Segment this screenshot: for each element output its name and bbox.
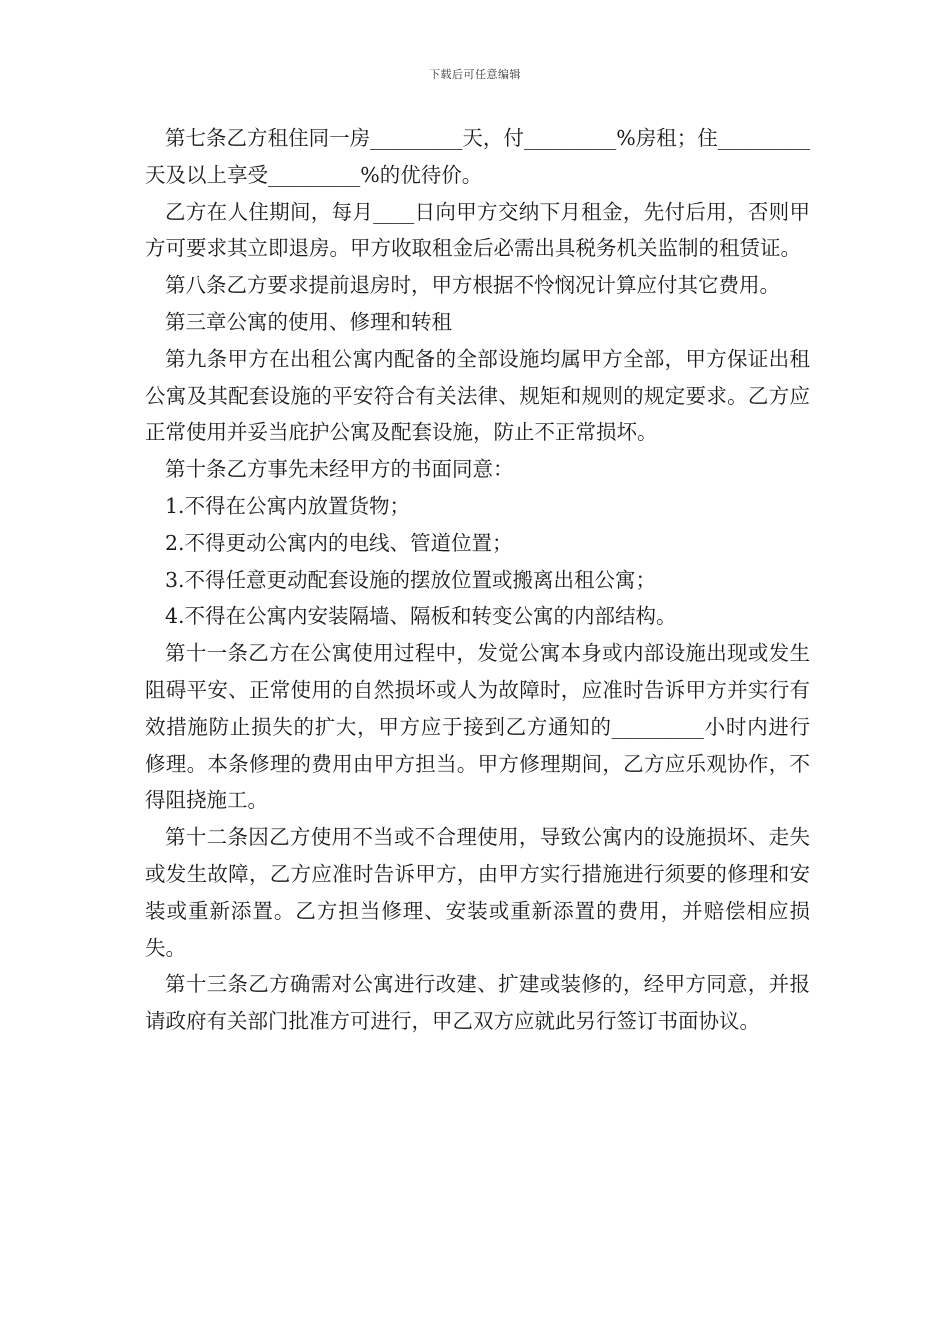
paragraph-article-11: 第十一条乙方在公寓使用过程中，发觉公寓本身或内部设施出现或发生阻碍平安、正常使用的自然损坏或人为故障时，应准时告诉甲方并实行有效措施防止损失的扩大，甲方应于接到乙方通知的_________小时内进行修理。本条修理的费用由甲方担当。甲方修理期间，乙方应乐观协作，不得阻挠施工。 — [145, 641, 810, 813]
paragraph-article-13: 第十三条乙方确需对公寓进行改建、扩建或装修的，经甲方同意，并报请政府有关部门批准方可进行，甲乙双方应就此另行签订书面协议。 — [145, 972, 810, 1034]
chapter-3-heading: 第三章公寓的使用、修理和转租 — [165, 309, 452, 334]
paragraph-article-10: 第十条乙方事先未经甲方的书面同意： — [165, 457, 514, 482]
list-item-1: 1.不得在公寓内放置货物； — [165, 493, 411, 518]
page-header: 下载后可任意编辑 — [429, 68, 521, 81]
list-item-4: 4.不得在公寓内安装隔墙、隔板和转变公寓的内部结构。 — [165, 604, 677, 629]
paragraph-article-9: 第九条甲方在出租公寓内配备的全部设施均属甲方全部，甲方保证出租公寓及其配套设施的平安符合有关法律、规矩和规则的规定要求。乙方应正常使用并妥当庇护公寓及配套设施，防止不正常损坏。 — [145, 346, 810, 445]
list-item-2: 2.不得更动公寓内的电线、管道位置； — [165, 530, 513, 555]
paragraph-article-8: 第八条乙方要求提前退房时，甲方根据不怜悯况计算应付其它费用。 — [165, 273, 780, 298]
list-item-3: 3.不得任意更动配套设施的摆放位置或搬离出租公寓； — [165, 567, 657, 592]
paragraph-article-12: 第十二条因乙方使用不当或不合理使用，导致公寓内的设施损坏、走失或发生故障，乙方应准时告诉甲方，由甲方实行措施进行须要的修理和安装或重新添置。乙方担当修理、安装或重新添置的费用，并赔偿相应损失。 — [145, 825, 810, 960]
document-body — [145, 120, 810, 1040]
paragraph-rent-payment: 乙方在人住期间，每月____日向甲方交纳下月租金，先付后用，否则甲方可要求其立即退房。甲方收取租金后必需出具税务机关监制的租赁证。 — [145, 199, 810, 261]
paragraph-article-7: 第七条乙方租住同一房_________天，付_________%房租；住_________天及以上享受_________%的优待价。 — [145, 126, 810, 187]
